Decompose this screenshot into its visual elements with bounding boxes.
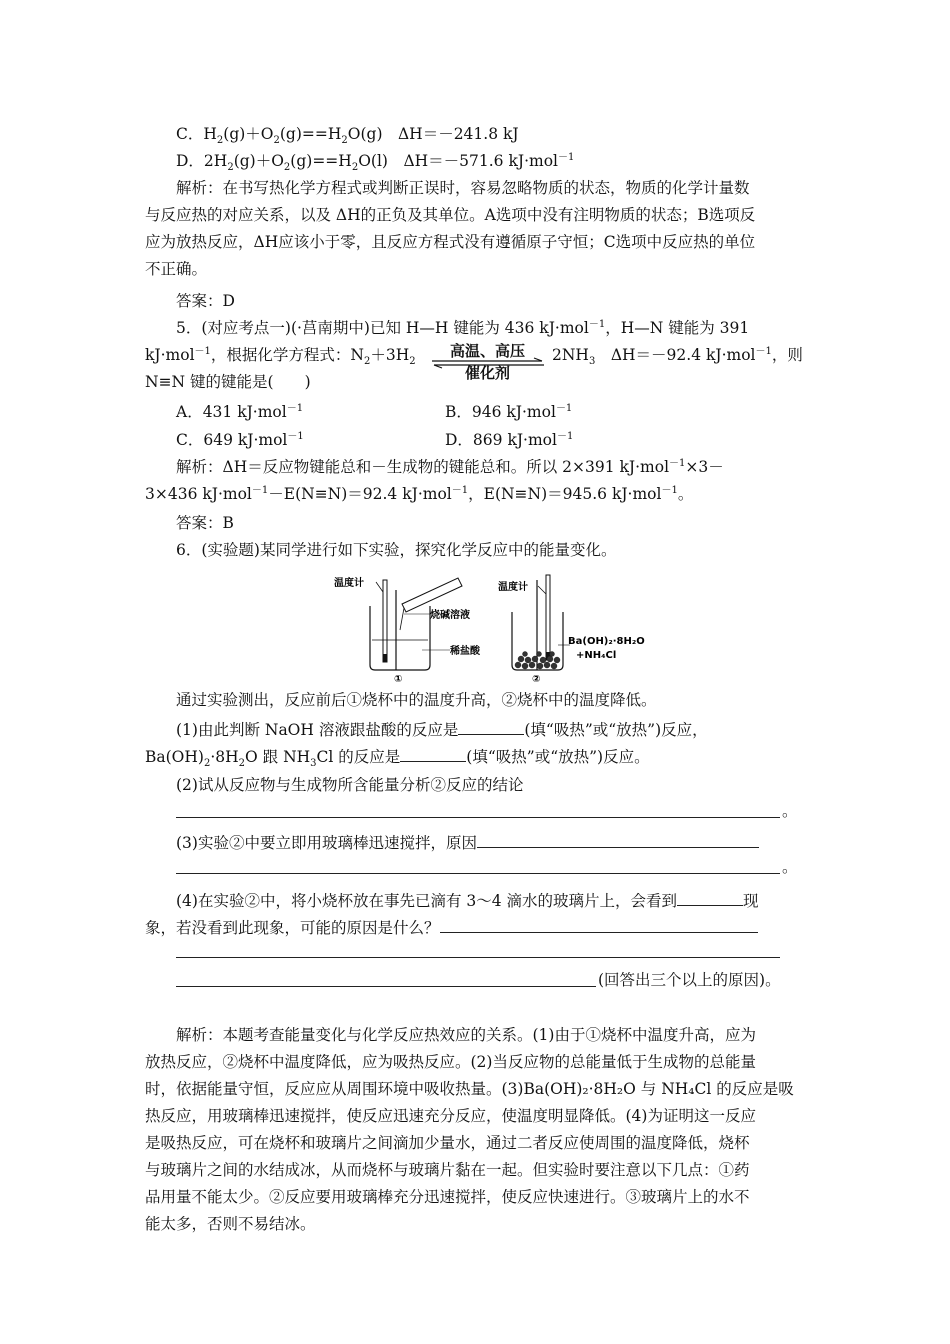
q6-analysis-line: 热反应，用玻璃棒迅速搅拌，使反应迅速充分反应，使温度明显降低。(4)为证明这一反应 bbox=[145, 1107, 756, 1125]
q6-analysis-line: 品用量不能太少。②反应要用玻璃棒充分迅速搅拌，使反应快速进行。③玻璃片上的水不 bbox=[145, 1188, 750, 1206]
q5-stem-line2: kJ·mol$^{-1}$，根据化学方程式：$N_2+3H_2$ bbox=[145, 345, 416, 368]
q6-part4-line2: 象，若没看到此现象，可能的原因是什么？ bbox=[145, 917, 758, 938]
q5-option-b: B．946 kJ·mol$^{-1}$ bbox=[445, 402, 573, 421]
q6-intro: 通过实验测出，反应前后①烧杯中的温度升高，②烧杯中的温度降低。 bbox=[176, 691, 657, 709]
q5-options-row1 bbox=[176, 402, 876, 422]
q4-option-d: D．$2H_2(g)+O_2(g)==H_2O(l)$ ΔH＝－571.6 kJ·mol$^{-1}$ bbox=[176, 151, 575, 174]
q5-options-row2 bbox=[176, 430, 876, 450]
q4-analysis-line: 与反应热的对应关系，以及 ΔH的正负及其单位。A选项中没有注明物质的状态；B选项反 bbox=[145, 206, 756, 224]
experiment-figure bbox=[330, 570, 645, 685]
q6-part1-line1: (1)由此判断 NaOH 溶液跟盐酸的反应是 (填“吸热”或“放热”)反应， bbox=[176, 721, 708, 739]
q6-part1-line2: $Ba(OH)_2\cdot 8H_2O$ 跟 $NH_3Cl$ 的反应是 (填“吸热”或“放热”)反应。 bbox=[145, 748, 650, 770]
beaker-1-number: ① bbox=[394, 674, 403, 685]
thermometer-icon bbox=[383, 580, 387, 662]
thermometer-label-2: 温度计 bbox=[498, 582, 528, 593]
solid-mixture-icon bbox=[515, 652, 560, 670]
answer-line bbox=[176, 957, 780, 958]
q6-title: 6．(实验题)某同学进行如下实验，探究化学反应中的能量变化。 bbox=[176, 541, 617, 559]
condition-bottom: 催化剂 bbox=[464, 364, 510, 382]
pouring-tube-icon bbox=[402, 578, 462, 612]
q6-analysis-line: 放热反应，②烧杯中温度降低，应为吸热反应。(2)当反应物的总能量低于生成物的总能量 bbox=[145, 1053, 756, 1071]
q6-part3: (3)实验②中要立即用玻璃棒迅速搅拌，原因 bbox=[176, 832, 759, 853]
q6-part2-period: 。 bbox=[782, 802, 798, 820]
q4-analysis-line: 应为放热反应，ΔH应该小于零，且反应方程式没有遵循原子守恒；C选项中反应热的单位 bbox=[145, 233, 756, 251]
q6-part3-period: 。 bbox=[782, 858, 798, 876]
reagent-label-1: Ba(OH)₂·8H₂O bbox=[568, 636, 645, 647]
q6-analysis-line: 能太多，否则不易结冰。 bbox=[145, 1215, 316, 1233]
q5-answer: 答案：B bbox=[176, 514, 234, 532]
q5-analysis-line2: 3×436 kJ·mol$^{-1}$－E(N≡N)＝92.4 kJ·mol$^{-1}$，E(N≡N)＝945.6 kJ·mol$^{-1}$。 bbox=[145, 484, 694, 503]
q4-answer: 答案：D bbox=[176, 292, 235, 310]
q4-option-c: C．$H_2(g)+O_2(g)==H_2O(g)$ ΔH＝－241.8 kJ bbox=[176, 125, 519, 147]
answer-line bbox=[176, 873, 780, 874]
q6-analysis-line: 是吸热反应，可在烧杯和玻璃片之间滴加少量水，通过二者反应使周围的温度降低，烧杯 bbox=[145, 1134, 750, 1152]
condition-top: 高温、高压 bbox=[449, 342, 525, 360]
hcl-label: 稀盐酸 bbox=[450, 646, 480, 657]
answer-line bbox=[176, 986, 596, 987]
q6-part4-line1: (4)在实验②中，将小烧杯放在事先已滴有 3～4 滴水的玻璃片上，会看到 现 bbox=[176, 892, 759, 910]
q6-analysis-line: 时，依据能量守恒，反应应从周围环境中吸收热量。(3)Ba(OH)₂·8H₂O 与 NH₄Cl 的反应是吸 bbox=[145, 1080, 794, 1098]
thermometer-label-1: 温度计 bbox=[334, 578, 364, 589]
q6-analysis-line: 与玻璃片之间的水结成冰，从而烧杯与玻璃片黏在一起。但实验时要注意以下几点：①药 bbox=[145, 1161, 750, 1179]
q5-option-c: C．649 kJ·mol$^{-1}$ bbox=[176, 430, 304, 449]
q5-stem-line2-right: $2NH_3$ ΔH＝－92.4 kJ·mol$^{-1}$，则 bbox=[552, 345, 803, 368]
q6-part4-tail: (回答出三个以上的原因)。 bbox=[598, 971, 781, 989]
q6-part2: (2)试从反应物与生成物所含能量分析②反应的结论 bbox=[176, 776, 524, 794]
naoh-label: 烧碱溶液 bbox=[430, 610, 470, 621]
q4-analysis-line: 解析：在书写热化学方程式或判断正误时，容易忽略物质的状态，物质的化学计量数 bbox=[176, 179, 750, 197]
reagent-label-2: +NH₄Cl bbox=[576, 650, 617, 661]
q4-analysis-line: 不正确。 bbox=[145, 260, 208, 278]
answer-line bbox=[176, 817, 780, 818]
q5-analysis-line1: 解析：ΔH＝反应物键能总和－生成物的键能总和。所以 2×391 kJ·mol$^{-1}$×3－ bbox=[176, 457, 724, 476]
reaction-conditions bbox=[430, 340, 550, 380]
beaker-2-number: ② bbox=[532, 674, 541, 685]
q5-stem-line1: 5．(对应考点一)(·莒南期中)已知 H—H 键能为 436 kJ·mol$^{-1}$，H—N 键能为 391 bbox=[176, 318, 750, 337]
thermometer-icon bbox=[546, 575, 550, 660]
beaker-diagram bbox=[330, 570, 645, 685]
q5-stem-line3: N≡N 键的键能是( ) bbox=[145, 373, 311, 391]
beaker-1-icon bbox=[370, 606, 430, 670]
q5-option-d: D．869 kJ·mol$^{-1}$ bbox=[445, 430, 574, 449]
q6-analysis-line: 解析：本题考查能量变化与化学反应热效应的关系。(1)由于①烧杯中温度升高，应为 bbox=[176, 1026, 756, 1044]
q5-option-a: A．431 kJ·mol$^{-1}$ bbox=[176, 402, 304, 421]
